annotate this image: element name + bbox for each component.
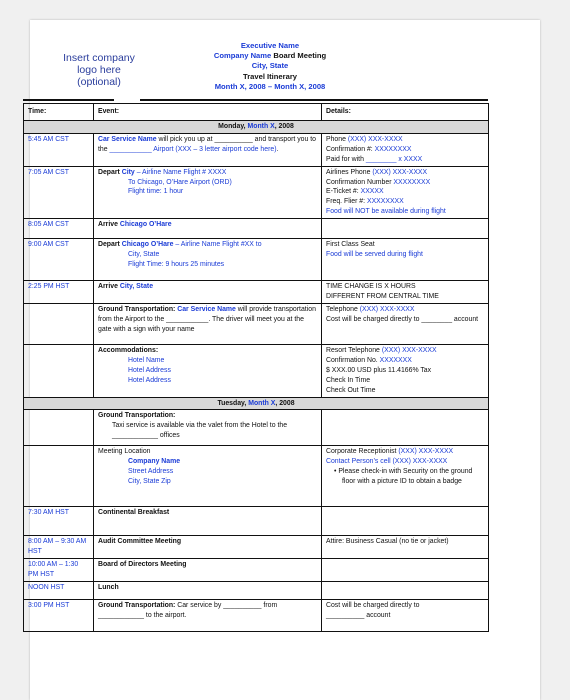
table-row — [24, 344, 489, 397]
details-value: (XXX) XXX-XXXX — [372, 168, 428, 176]
details-cell — [322, 536, 489, 559]
details-label: Cost will be charged directly to ________ account — [326, 315, 479, 323]
details-label: DIFFERENT FROM CENTRAL TIME — [326, 293, 439, 301]
details-label: $ XXX.00 USD plus 11.4166% Tax — [326, 366, 432, 374]
time-cell: 2:25 PM HST — [24, 281, 94, 304]
logo-line: (optional) — [77, 76, 121, 88]
details-cell — [322, 507, 489, 536]
details-value: (XXX) XXX-XXXX — [381, 346, 437, 354]
day-name: Monday, — [218, 123, 248, 130]
details-cell — [322, 281, 489, 304]
details-cell — [322, 410, 489, 446]
divider — [140, 99, 488, 101]
event-detail-line: Hotel Address — [128, 366, 171, 374]
event-cell — [94, 281, 322, 304]
event-cell — [94, 166, 322, 219]
time-cell: 8:00 AM – 9:30 AM HST — [24, 536, 94, 559]
details-line — [326, 197, 484, 207]
day-month: Month X — [248, 399, 276, 407]
event-detail-line: City, State — [128, 251, 160, 259]
details-cell — [322, 239, 489, 281]
event-cell — [94, 344, 322, 397]
meeting-label: Board Meeting — [271, 51, 327, 61]
day-heading — [24, 121, 489, 134]
event-text: Arrive — [98, 221, 120, 229]
event-heading — [98, 168, 317, 178]
col-header-details: Details: — [322, 104, 489, 121]
event-text: Chicago O’Hare — [121, 241, 174, 249]
time-cell — [24, 303, 94, 344]
details-cell — [322, 582, 489, 600]
details-label: Freq. Flier #: — [326, 198, 367, 206]
event-text: Ground Transportation: — [98, 305, 178, 313]
time-cell: 3:00 PM HST — [24, 600, 94, 632]
event-detail-line: Street Address — [128, 468, 174, 476]
event-detail-line: Hotel Address — [128, 376, 171, 384]
event-heading — [98, 537, 317, 547]
details-cell — [322, 303, 489, 344]
table-row — [24, 410, 489, 446]
details-label: Corporate Receptionist — [326, 448, 399, 456]
details-line — [326, 292, 484, 302]
table-row — [24, 239, 489, 281]
details-value: XXXXX — [360, 188, 384, 196]
event-heading — [98, 346, 317, 356]
details-label: Confirmation Number — [326, 178, 394, 186]
time-cell — [24, 344, 94, 397]
event-detail-line: Flight time: 1 hour — [128, 188, 184, 196]
day-name: Tuesday, — [217, 399, 249, 407]
details-cell — [322, 166, 489, 219]
details-line — [326, 315, 484, 325]
logo-line: logo here — [77, 64, 121, 76]
details-value: XXXXXXXX — [374, 145, 412, 153]
details-label: Attire: Business Casual (no tie or jacket) — [326, 538, 449, 546]
details-label: Confirmation No. — [326, 356, 380, 364]
details-line — [326, 187, 484, 197]
event-cell — [94, 559, 322, 582]
details-bullet: • Please check-in with Security on the ground floor with a picture ID to obtain a badge — [334, 468, 473, 486]
event-detail-line: Hotel Name — [128, 356, 165, 364]
event-text: ___________ Airport (XXX – 3 letter airport code here) — [109, 145, 277, 153]
event-detail-line: Flight Time: 9 hours 25 minutes — [128, 260, 225, 268]
day-row-tuesday — [24, 397, 489, 410]
table-row — [24, 281, 489, 304]
itinerary-header — [185, 41, 355, 92]
details-line — [326, 611, 484, 621]
details-cell — [322, 559, 489, 582]
event-heading — [98, 560, 317, 570]
table-row — [24, 582, 489, 600]
details-line — [326, 155, 484, 165]
day-year: , 2008 — [275, 399, 295, 407]
divider — [23, 99, 114, 101]
details-label: Telephone — [326, 305, 360, 313]
details-cell — [322, 219, 489, 239]
table-row — [24, 507, 489, 536]
event-text: City — [121, 168, 135, 176]
details-value: XXXXXXXX — [366, 198, 404, 206]
details-line — [326, 305, 484, 315]
event-text: Meeting Location — [98, 448, 151, 456]
day-month: Month X — [247, 123, 275, 130]
details-value: Food will NOT be available during flight — [326, 208, 446, 216]
details-line — [326, 240, 484, 250]
table-row — [24, 219, 489, 239]
event-text: Car service by __________ from ____________ to the airport. — [98, 602, 278, 619]
event-heading — [98, 220, 317, 230]
doc-title: Travel Itinerary — [242, 71, 298, 81]
details-line — [326, 207, 484, 217]
event-cell — [94, 133, 322, 166]
details-value: XXXXXXXX — [393, 178, 431, 186]
details-line — [326, 346, 484, 356]
details-line — [326, 601, 484, 611]
logo-placeholder — [54, 52, 144, 88]
event-detail-line: To Chicago, O’Hare Airport (ORD) — [128, 178, 232, 186]
table-row — [24, 600, 489, 632]
details-line — [326, 282, 484, 292]
table-row — [24, 559, 489, 582]
company-name: Company Name — [213, 51, 272, 61]
event-heading — [98, 508, 317, 518]
table-row — [24, 303, 489, 344]
details-cell — [322, 133, 489, 166]
details-value: (XXX) XXX-XXXX — [359, 305, 415, 313]
time-cell: 7:30 AM HST — [24, 507, 94, 536]
event-text: – Airline Name Flight # XXXX — [134, 168, 227, 176]
event-text: Arrive — [98, 283, 120, 291]
event-heading — [98, 240, 317, 250]
event-cell — [94, 219, 322, 239]
event-text: will provide transportation from the Airport to the ___________. The driver will meet you at the gate with a sign with your name — [98, 305, 316, 333]
table-row — [24, 446, 489, 507]
event-text: Car Service Name — [98, 135, 157, 143]
event-cell — [94, 446, 322, 507]
meeting-title — [185, 51, 355, 61]
col-header-event: Event: — [94, 104, 322, 121]
event-text: will pick you up at __________ and transport you to the — [98, 135, 316, 153]
executive-name: Executive Name — [240, 41, 300, 50]
details-line — [326, 135, 484, 145]
date-range: Month X, 2008 – Month X, 2008 — [214, 81, 326, 91]
details-label: Resort Telephone — [326, 346, 382, 354]
event-text: Chicago O’Hare — [119, 221, 172, 229]
col-header-time: Time: — [24, 104, 94, 121]
event-cell — [94, 600, 322, 632]
details-value: Food will be served during flight — [326, 251, 423, 259]
event-text: Continental Breakfast — [98, 509, 170, 517]
time-cell: 7:05 AM CST — [24, 166, 94, 219]
details-value: ________ x XXXX — [365, 155, 423, 163]
details-line — [326, 386, 484, 396]
logo-line: Insert company — [63, 52, 135, 64]
event-text: City, State — [119, 283, 154, 291]
time-cell: 9:00 AM CST — [24, 239, 94, 281]
event-text: Lunch — [98, 584, 119, 592]
table-row — [24, 166, 489, 219]
day-row-monday — [24, 121, 489, 134]
event-text: Ground Transportation: — [98, 412, 176, 420]
day-heading — [24, 397, 489, 410]
details-value: XXXXXXX — [379, 356, 412, 364]
details-value: (XXX) XXX-XXXX — [347, 135, 403, 143]
details-label: Paid for with — [326, 155, 366, 163]
event-detail-line: City, State Zip — [128, 478, 171, 486]
event-text: – Airline Name Flight #XX to — [173, 241, 262, 249]
event-detail-line: Taxi service is available via the valet from the Hotel to the ____________ offices — [112, 422, 288, 440]
details-line — [326, 376, 484, 386]
event-cell — [94, 582, 322, 600]
event-text: Car Service Name — [177, 305, 236, 313]
details-label: E-Ticket #: — [326, 188, 361, 196]
event-text: . — [276, 145, 279, 153]
event-detail-line: Company Name — [128, 458, 181, 466]
details-label: First Class Seat — [326, 241, 375, 249]
event-cell — [94, 536, 322, 559]
event-heading — [98, 583, 317, 593]
event-cell — [94, 507, 322, 536]
details-label: __________ account — [326, 611, 391, 619]
time-cell — [24, 410, 94, 446]
event-text: Board of Directors Meeting — [98, 561, 187, 569]
time-cell — [24, 446, 94, 507]
details-line — [326, 457, 484, 467]
details-line — [326, 537, 484, 547]
event-cell — [94, 239, 322, 281]
table-header-row — [24, 104, 489, 121]
meeting-location: City, State — [251, 61, 289, 71]
time-cell: 8:05 AM CST — [24, 219, 94, 239]
event-cell — [94, 303, 322, 344]
details-label: Airlines Phone — [326, 168, 373, 176]
details-line — [326, 356, 484, 366]
event-cell — [94, 410, 322, 446]
details-cell — [322, 600, 489, 632]
details-line — [326, 178, 484, 188]
details-label: TIME CHANGE IS X HOURS — [326, 283, 416, 291]
details-line — [326, 447, 484, 457]
time-cell: NOON HST — [24, 582, 94, 600]
day-year: , 2008 — [274, 123, 294, 130]
details-line — [326, 168, 484, 178]
time-cell: 5:45 AM CST — [24, 133, 94, 166]
itinerary-table — [23, 103, 489, 632]
details-line — [326, 145, 484, 155]
details-value: (XXX) XXX-XXXX — [398, 448, 454, 456]
details-cell — [322, 446, 489, 507]
event-heading — [98, 282, 317, 292]
time-cell: 10:00 AM – 1:30 PM HST — [24, 559, 94, 582]
event-text: Depart — [98, 241, 122, 249]
event-text: Audit Committee Meeting — [98, 538, 182, 546]
details-label: Phone — [326, 135, 348, 143]
event-heading — [98, 411, 317, 421]
details-label: Cost will be charged directly to — [326, 602, 420, 610]
table-row — [24, 536, 489, 559]
event-text: Ground Transportation: — [98, 602, 176, 610]
event-text: Accommodations: — [98, 346, 159, 354]
details-label: Check In Time — [326, 376, 371, 384]
details-cell — [322, 344, 489, 397]
details-label: Check Out Time — [326, 386, 376, 394]
table-row — [24, 133, 489, 166]
event-text: Depart — [98, 168, 122, 176]
details-line — [326, 250, 484, 260]
details-label: Confirmation #: — [326, 145, 375, 153]
details-line — [326, 366, 484, 376]
details-value: Contact Person’s cell (XXX) XXX-XXXX — [326, 458, 448, 466]
event-heading — [98, 447, 317, 457]
